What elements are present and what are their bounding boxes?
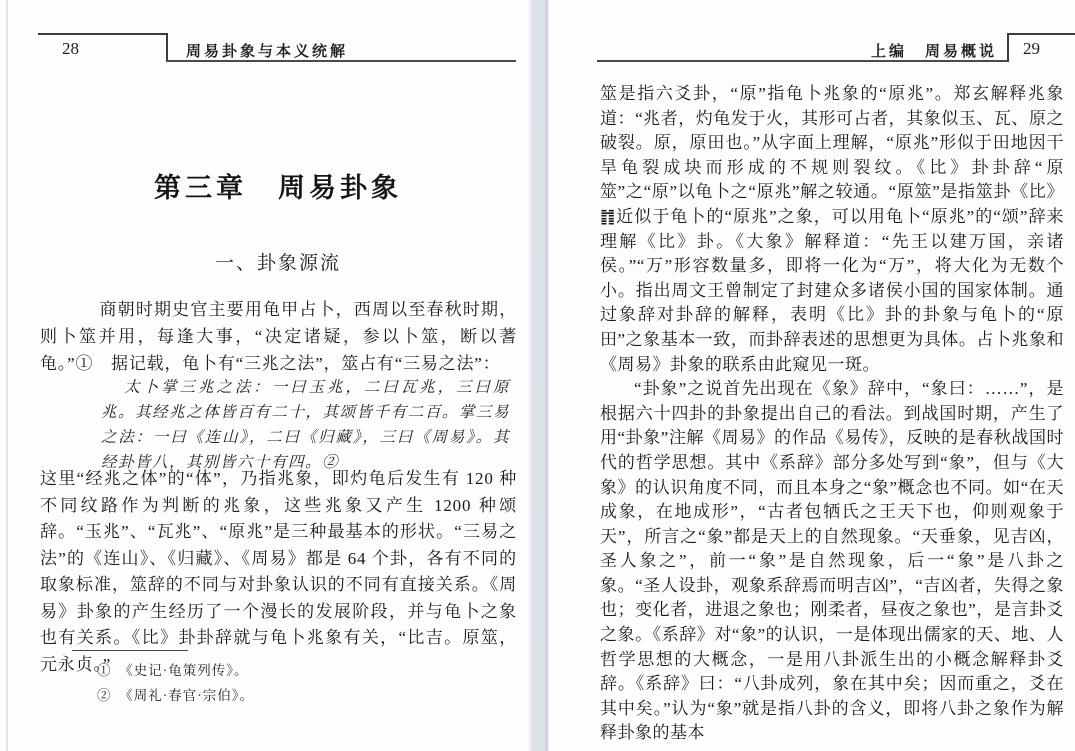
page-number: 29 xyxy=(1023,39,1040,58)
section-heading: 一、卦象源流 xyxy=(214,253,341,274)
page-number: 28 xyxy=(62,39,79,58)
footnote-1: ① 《史记·龟策列传》。 xyxy=(97,663,249,678)
chapter-title: 第三章 周易卦象 xyxy=(154,173,402,203)
header-numberbox-divider xyxy=(1007,33,1009,62)
header-numberbox-divider xyxy=(166,33,168,62)
page-right xyxy=(549,0,1075,751)
right-paragraph-2: “卦象”之说首先出现在《象》辞中，“象曰：……”，是根据六十四卦的卦象提出自己的看法。到战国时期，产生了用“卦象”注解《周易》的作品《易传》，反映的是春秋战国时代的哲学思想。其中《系辞》部分多处写到“象”，但与《大象》的认识角度不同，而且本身之“象”概念也不同。如“在天成象，在地成形”，“古者包牺氏之王天下也，仰则观象于天”，所言之“象”都是天上的自然现象。“天垂象，见吉凶，圣人象之”，前一“象”是自然现象，后一“象”是八卦之象。“圣人设卦，观象系辞焉而明吉凶”，“吉凶者，失得之象也；变化者，进退之象也；刚柔者，昼夜之象也”，是言卦爻之象。《系辞》对“象”的认识，一是体现出儒家的天、地、人哲学思想的大概念，一是用八卦派生出的小概念解释卦爻辞。《系辞》曰：“八卦成列，象在其中矣；因而重之，爻在其中矣。”认为“象”就是指八卦的含义，即将八卦之象作为解释卦象的基本 xyxy=(600,379,1064,743)
right-paragraph-1: 筮是指六爻卦，“原”指龟卜兆象的“原兆”。郑玄解释兆象道：“兆者，灼龟发于火，其形可占者，其象似玉、瓦、原之破裂。原，原田也。”从字面上理解，“原兆”形似于田地因干旱龟裂成块而形成的不规则裂纹。《比》卦卦辞“原筮”之“原”以龟卜之“原兆”解之较通。“原筮”是指筮卦《比》䷇近似于龟卜的“原兆”之象，可以用龟卜“原兆”的“颂”辞来理解《比》卦。《大象》解释道：“先王以建万国，亲诸侯。”“万”形容数量多，即将一化为“万”，将大化为无数个小。指出周文王曾制定了封建众多诸侯小国的国家体制。通过象辞对卦辞的解释，表明《比》卦的卦象与龟卜的“原田”之象基本一致，而卦辞表述的思想更为具体。占卜兆象和《周易》卦象的联系由此窥见一斑。 xyxy=(600,84,1064,374)
left-paragraph-1: 商朝时期史官主要用龟甲占卜，西周以至春秋时期，则卜筮并用，每逢大事，“决定诸疑，参以卜筮，断以蓍龟。”① 据记载，龟卜有“三兆之法”，筮占有“三易之法”： xyxy=(40,300,517,373)
running-title: 周易卦象与本义统解 xyxy=(186,44,349,60)
header-numberbox-top-rule xyxy=(38,33,168,35)
running-title: 上编 周易概说 xyxy=(870,44,997,60)
page-left xyxy=(0,0,529,751)
book-binding-gutter xyxy=(529,0,549,751)
right-page-body xyxy=(600,82,1064,746)
block-quote: 太卜掌三兆之法：一曰玉兆，二曰瓦兆，三曰原兆。其经兆之体皆百有二十，其颂皆千有二百。掌三易之法：一曰《连山》，二曰《归藏》，三曰《周易》。其经卦皆八，其别皆六十有四。② xyxy=(101,379,510,471)
footnote-2: ② 《周礼·春官·宗伯》。 xyxy=(97,688,254,703)
header-numberbox-top-rule xyxy=(1007,33,1075,35)
footnote-rule xyxy=(72,650,188,651)
left-paragraph-2: 这里“经兆之体”的“体”，乃指兆象，即灼龟后发生有 120 种不同纹路作为判断的兆象，这些兆象又产生 1200 种颂辞。“玉兆”、“瓦兆”、“原兆”是三种最基本的形状。“三易之法”的《连山》、《归藏》、《周易》都是 64 个卦，各有不同的取象标准，筮辞的不同与对卦象认识的不同有直接关系。《周易》卦象的产生经历了一个漫长的发展阶段，并与龟卜之象也有关系。《比》卦卦辞就与龟卜兆象有关，“比吉。原筮，元永贞。” xyxy=(40,469,517,674)
